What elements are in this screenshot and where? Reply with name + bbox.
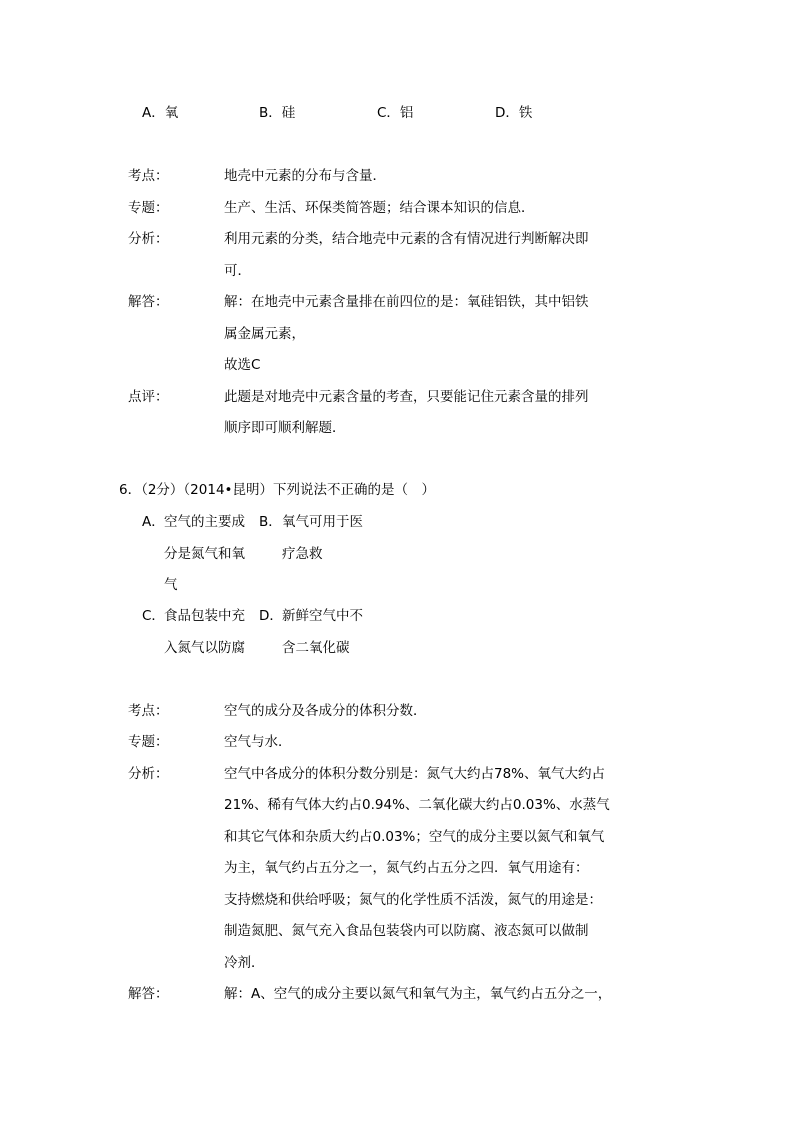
q5-kaodian: 地壳中元素的分布与含量． [224,168,386,184]
q6-option-d-letter: D． [259,608,283,624]
q5-jieda-label: 解答： [128,294,169,310]
q6-fenxi-line: 和其它气体和杂质大约占0.03%；空气的成分主要以氮气和氧气 [224,829,605,845]
q6-option-b-line: 疗急救 [282,546,323,562]
q5-dianping-line: 顺序即可顺利解题． [224,420,346,436]
q6-option-c-letter: C． [142,608,165,624]
q5-fenxi-line: 利用元素的分类，结合地壳中元素的含有情况进行判断解决即 [224,231,589,247]
q6-zhuanti-label: 专题： [128,734,169,750]
q6-fenxi-line: 冷剂． [224,955,265,971]
q6-option-c-line: 食品包装中充 [164,608,245,624]
q6-fenxi-line: 21%、稀有气体大约占0.94%、二氧化碳大约占0.03%、水蒸气 [224,797,610,813]
q5-jieda-line: 属金属元素， [224,326,305,342]
q5-option-c: C．铝 [377,105,414,121]
q6-option-b-letter: B． [259,514,282,530]
q6-fenxi-label: 分析： [128,766,169,782]
q6-zhuanti: 空气与水． [224,734,292,750]
q6-option-a-line: 气 [164,577,178,593]
q6-option-d-line: 含二氧化碳 [282,640,350,656]
q5-zhuanti-label: 专题： [128,200,169,216]
q6-jieda-line: 解：A、空气的成分主要以氮气和氧气为主，氧气约占五分之一， [224,986,612,1002]
q5-jieda-line: 解：在地壳中元素含量排在前四位的是：氧硅铝铁，其中铝铁 [224,294,589,310]
q5-fenxi-label: 分析： [128,231,169,247]
q6-fenxi-line: 支持燃烧和供给呼吸；氮气的化学性质不活泼，氮气的用途是： [224,892,602,908]
q5-option-d: D．铁 [495,105,533,121]
q5-option-a: A．氧 [142,105,179,121]
q6-option-a-line: 分是氮气和氧 [164,546,245,562]
q5-dianping-line: 此题是对地壳中元素含量的考查，只要能记住元素含量的排列 [224,389,589,405]
q6-option-d-line: 新鲜空气中不 [282,608,363,624]
q6-option-c-line: 入氮气以防腐 [164,640,245,656]
q6-jieda-label: 解答： [128,986,169,1002]
q6-fenxi-line: 为主，氧气约占五分之一，氮气约占五分之四．氧气用途有： [224,860,589,876]
q5-kaodian-label: 考点： [128,168,169,184]
q6-kaodian: 空气的成分及各成分的体积分数． [224,703,427,719]
q5-dianping-label: 点评： [128,389,169,405]
q6-question: 6．（2分）（2014•昆明）下列说法不正确的是（ ） [119,482,435,498]
q6-fenxi-line: 空气中各成分的体积分数分别是：氮气大约占78%、氧气大约占 [224,766,606,782]
q5-zhuanti: 生产、生活、环保类简答题；结合课本知识的信息． [224,200,535,216]
q5-option-b: B．硅 [259,105,296,121]
q6-kaodian-label: 考点： [128,703,169,719]
q6-option-b-line: 氧气可用于医 [282,514,363,530]
q5-jieda-line: 故选C [224,357,261,373]
q5-fenxi-line: 可． [224,263,251,279]
q6-fenxi-line: 制造氮肥、氮气充入食品包装袋内可以防腐、液态氮可以做制 [224,923,589,939]
q6-option-a-line: 空气的主要成 [164,514,245,530]
q6-option-a-letter: A． [142,514,165,530]
